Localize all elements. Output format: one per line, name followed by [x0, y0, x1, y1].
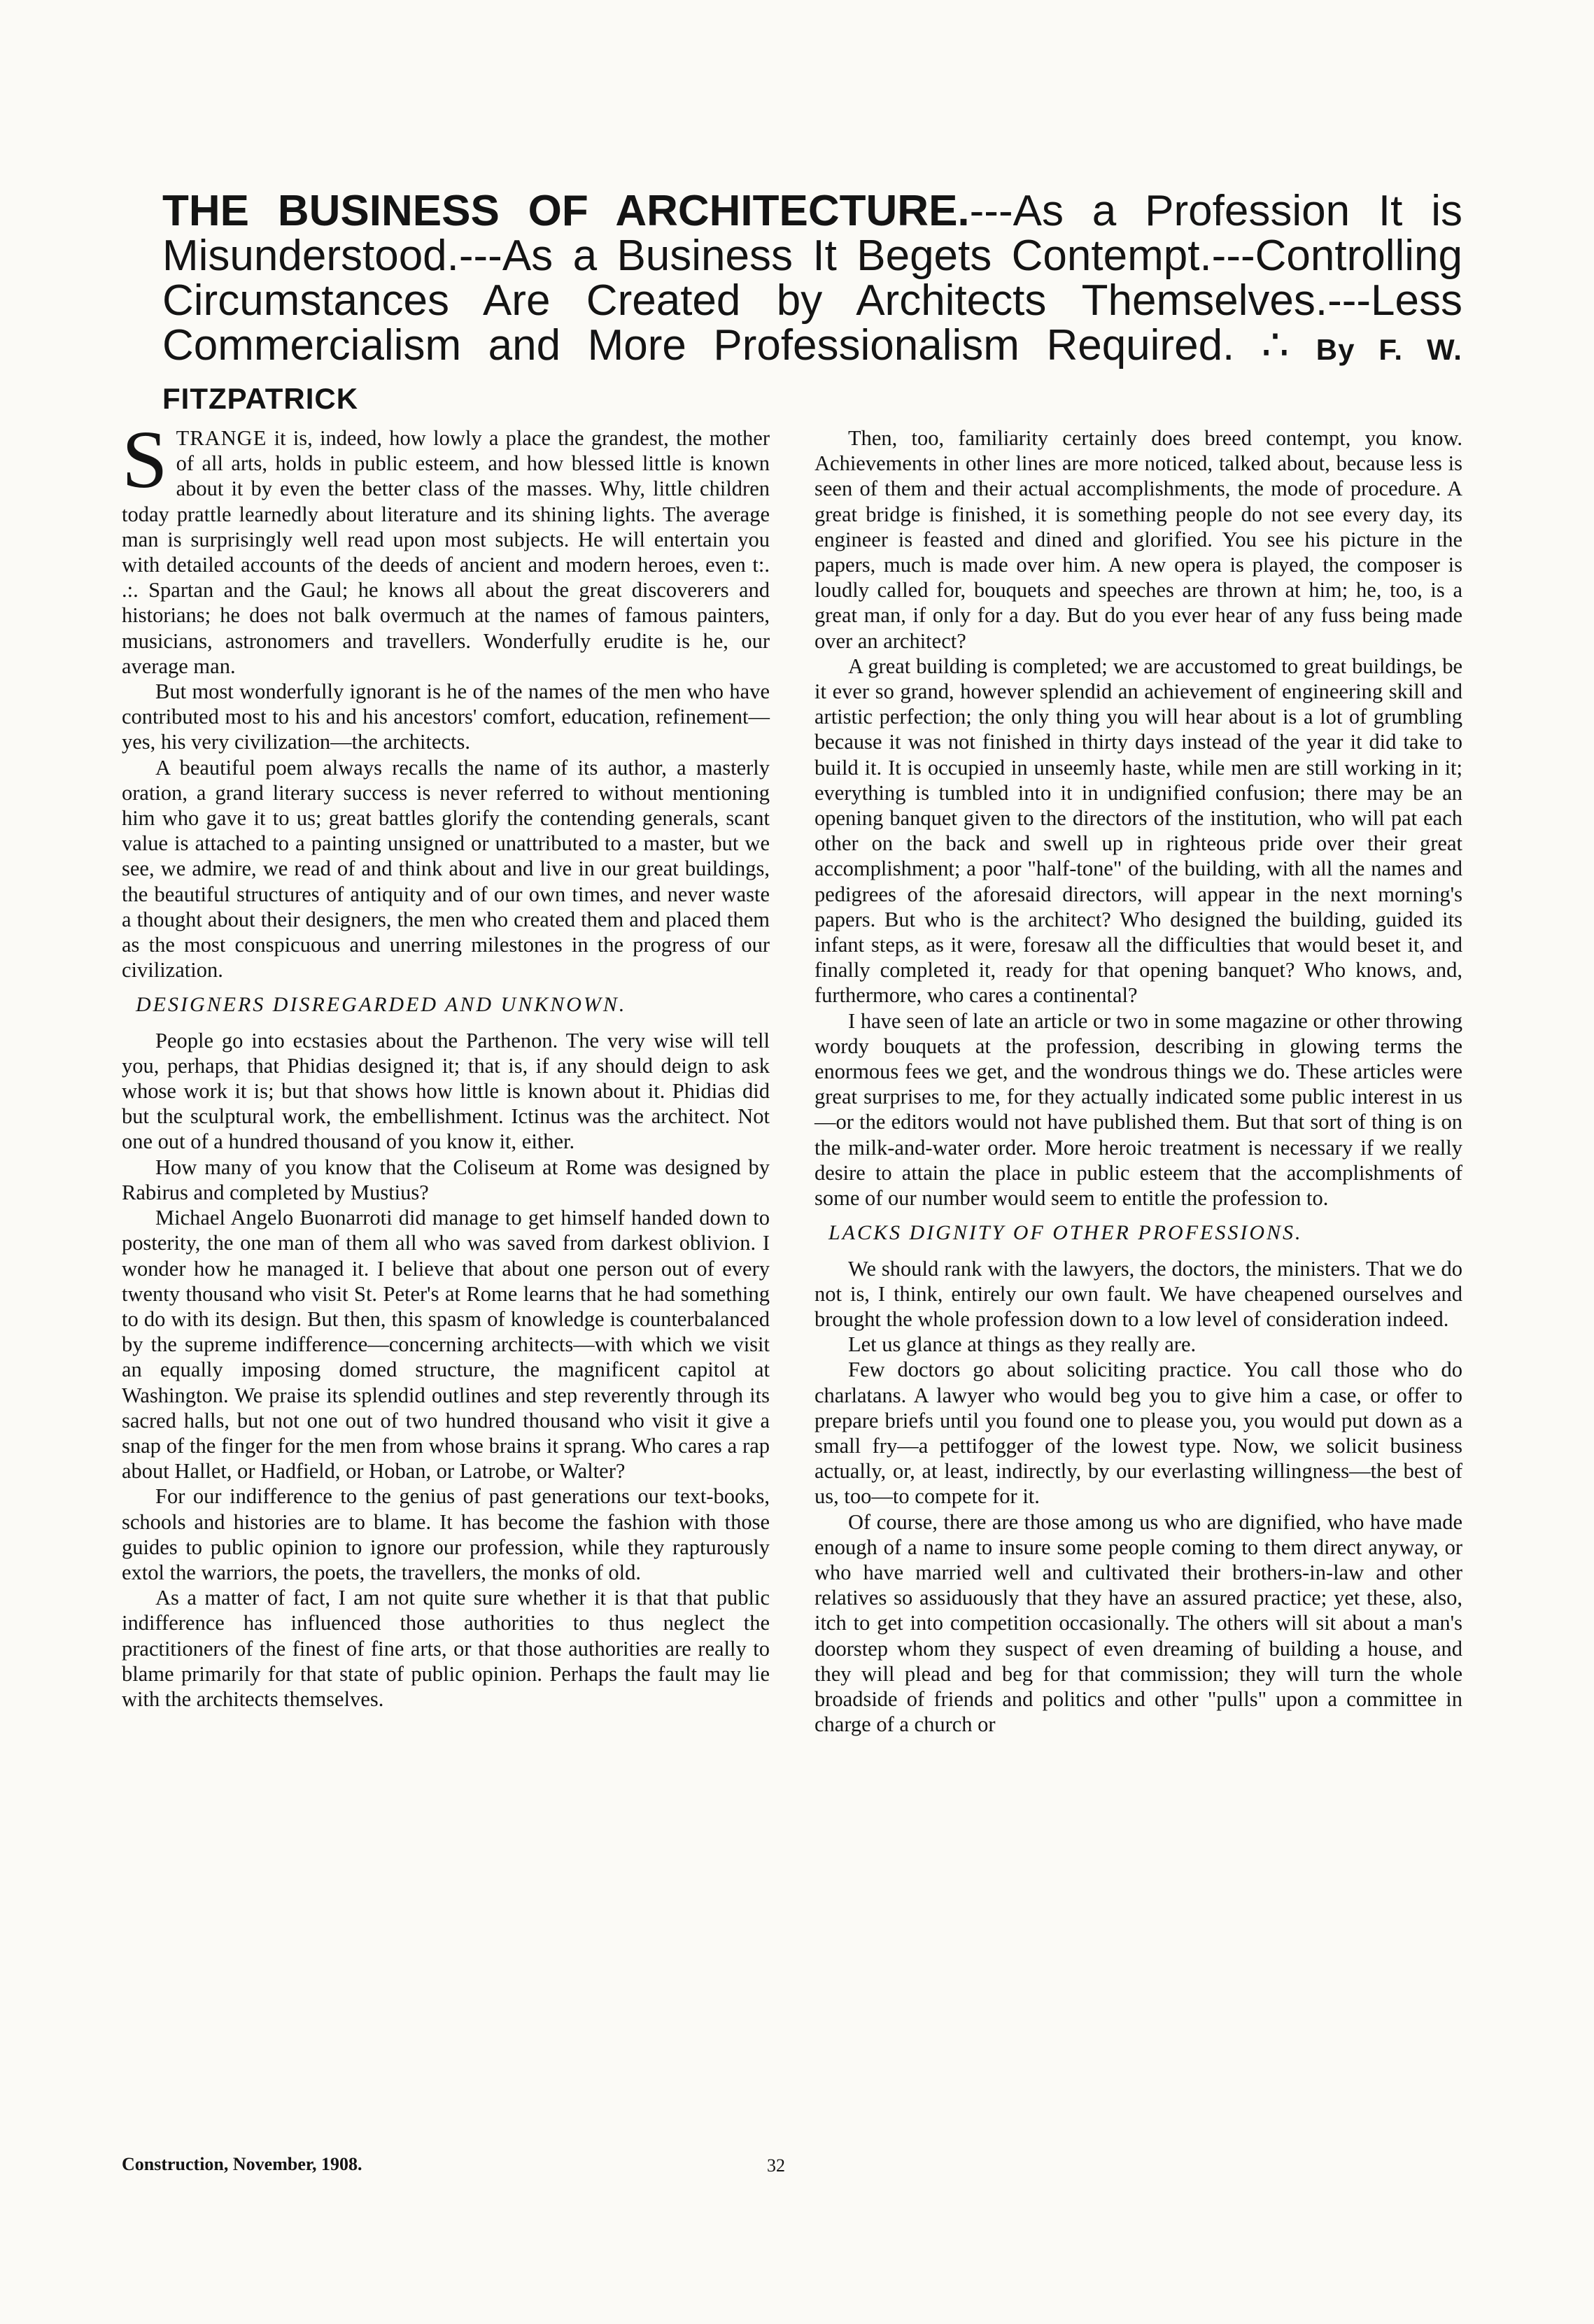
section-subhead: LACKS DIGNITY OF OTHER PROFESSIONS.	[828, 1221, 1303, 1245]
paragraph: As a matter of fact, I am not quite sure whether it is that that public indifference has influenced those authorities to thus neglect the practitioners of the finest of fine arts, or that those authorities are really to blame primarily for that state of public opinion. Perhaps the fault may lie with the architects themselves.	[122, 1586, 770, 1711]
headline-separator: ∴	[1234, 321, 1316, 369]
drop-cap: S	[122, 414, 168, 505]
paragraph: A great building is completed; we are accustomed to great buildings, be it ever so grand, however splendid an achievement of engineering skill and artistic perfection; the only thing you will hear about is a lot of grumbling because it was not finished in thirty days instead of the year it did take to build it. It is occupied in unseemly haste, while men are still working in it; everything is tumbled into it in undignified confusion; there may be an opening banquet given to the directors of the institution, who will pat each other on the back and swell up in righteous pride over their great accomplishment; a poor "half-tone" of the building, with all the names and pedigrees of the aforesaid directors, will appear in the next morning's papers. But who is the architect? Who designed the building, guided its infant steps, as it were, foresaw all the difficulties that would beset it, and finally completed it, ready for that opening banquet? Who knows, and, furthermore, who cares a continental?	[814, 654, 1462, 1008]
paragraph	[122, 414, 770, 679]
paragraph: But most wonderfully ignorant is he of the names of the men who have contributed most to his and his ancestors' comfort, education, refinement—yes, his very civilization—the architects.	[122, 679, 770, 754]
paragraph: People go into ecstasies about the Parthenon. The very wise will tell you, perhaps, that Phidias designed it; that is, if any should deign to ask whose work it is; but that shows how little is known about it. Phidias did but the sculptural work, the embellishment. Ictinus was the architect. Not one out of a hundred thousand of you know it, either.	[122, 1028, 770, 1154]
opening-word: TRANGE	[176, 426, 267, 450]
paragraph: How many of you know that the Coliseum at Rome was designed by Rabirus and completed by Mustius?	[122, 1155, 770, 1204]
article-headline	[162, 189, 1462, 421]
paragraph: Michael Angelo Buonarroti did manage to get himself handed down to posterity, the one man of them all who was saved from darkest oblivion. I wonder how he managed it. I believe that about one person out of every twenty thousand who visit St. Peter's at Rome learns that he had something to do with its design. But then, this spasm of knowledge is counterbalanced by the supreme indifference—concerning architects—with which we visit an equally imposing domed structure, the magnificent capitol at Washington. We praise its splendid outlines and step reverently through its sacred halls, but not one out of two hundred thousand who visit it give a snap of the finger for the men from whose brains it sprang. Who cares a rap about Hallet, or Hadfield, or Hoban, or Latrobe, or Walter?	[122, 1206, 770, 1484]
paragraph: Then, too, familiarity certainly does breed contempt, you know. Achievements in other lines are more noticed, talked about, because less is seen of them and their actual accomplishments, the mode of procedure. A great bridge is finished, it is something people do not see every day, its engineer is feasted and dined and glorified. You see his picture in the papers, much is made over him. A new opera is played, the composer is loudly called for, bouquets and speeches are thrown at him; he, too, is a great man, if only for a day. But do you ever hear of any fuss being made over an architect?	[814, 426, 1462, 653]
paragraph: Of course, there are those among us who are dignified, who have made enough of a name to insure some people coming to them direct anyway, or who have married well and cultivated their brothers-in-law and other relatives so assiduously that they have an assured practice; yet these, also, itch to get into competition occasionally. The others will sit about a man's doorstep whom they suspect of even dreaming of building a house, and they will plead and beg for that commission; they will turn the whole broadside of friends and politics and other "pulls" upon a committee in charge of a church or	[814, 1509, 1462, 1737]
page-number: 32	[767, 2155, 785, 2176]
paragraph-text: it is, indeed, how lowly a place the grandest, the mother of all arts, holds in public esteem, and how blessed little is known about it by even the better class of the masses. Why, little children today prattle learnedly about literature and its shining lights. The average man is surprisingly well read upon most subjects. He will entertain you with detailed accounts of the deeds of ancient and modern heroes, even t:. .:. Spartan and the Gaul; he knows all about the great discoverers and historians; he does not balk overmuch at the names of famous painters, musicians, astronomers and travellers. Wonderfully erudite is he, our average man.	[122, 426, 770, 678]
right-column	[814, 425, 1462, 1737]
section-subhead: DESIGNERS DISREGARDED AND UNKNOWN.	[136, 993, 627, 1017]
paragraph: We should rank with the lawyers, the doctors, the ministers. That we do not is, I think, entirely our own fault. We have cheapened ourselves and brought the whole profession down to a low level of consideration indeed.	[814, 1256, 1462, 1331]
paragraph: I have seen of late an article or two in some magazine or other throwing wordy bouquets at the profession, describing in glowing terms the enormous fees we get, and the wondrous things we do. These articles were great surprises to me, for they actually indicated some public interest in us—or the editors would not have published them. But that sort of thing is on the milk-and-water order. More heroic treatment is necessary if we really desire to attain the place in public esteem that the accomplishments of some of our number would seem to entitle the profession to.	[814, 1008, 1462, 1211]
paragraph: A beautiful poem always recalls the name of its author, a masterly oration, a grand literary success is never referred to without mentioning him who gave it to us; great battles glorify the contending generals, scant value is attached to a painting unsigned or unattributed to a master, but we see, we admire, we read of and think about and live in our great buildings, the beautiful structures of antiquity and of our own times, and never waste a thought about their designers, the men who created them and placed them as the most conspicuous and unerring milestones in the progress of our civilization.	[122, 755, 770, 983]
headline-subtitle: ---As a Profession It is Misunderstood.---As a Business It Begets Contempt.---Controlling Circumstances Are Created by Architects Themselves.---Less Commercialism and More Professionalism Required.	[162, 187, 1463, 369]
author-byline: By F. W. FITZPATRICK	[162, 333, 1462, 415]
headline-lead: THE BUSINESS OF ARCHITECTURE.	[162, 187, 970, 235]
publication-footer: Construction, November, 1908.	[122, 2154, 362, 2174]
paragraph: For our indifference to the genius of past generations our text-books, schools and histories are to blame. It has become the fashion with those guides to public opinion to ignore our profession, while they rapturously extol the warriors, the poets, the travellers, the monks of old.	[122, 1484, 770, 1584]
left-column	[122, 414, 770, 1712]
paragraph: Few doctors go about soliciting practice. You call those who do charlatans. A lawyer who would beg you to give him a case, or offer to prepare briefs until you found one to please you, you would put down as a small fry—a pettifogger of the lowest type. Now, we solicit business actually, or, at least, indirectly, by our everlasting willingness—the best of us, too—to compete for it.	[814, 1358, 1462, 1509]
paragraph: Let us glance at things as they really are.	[848, 1332, 1197, 1357]
